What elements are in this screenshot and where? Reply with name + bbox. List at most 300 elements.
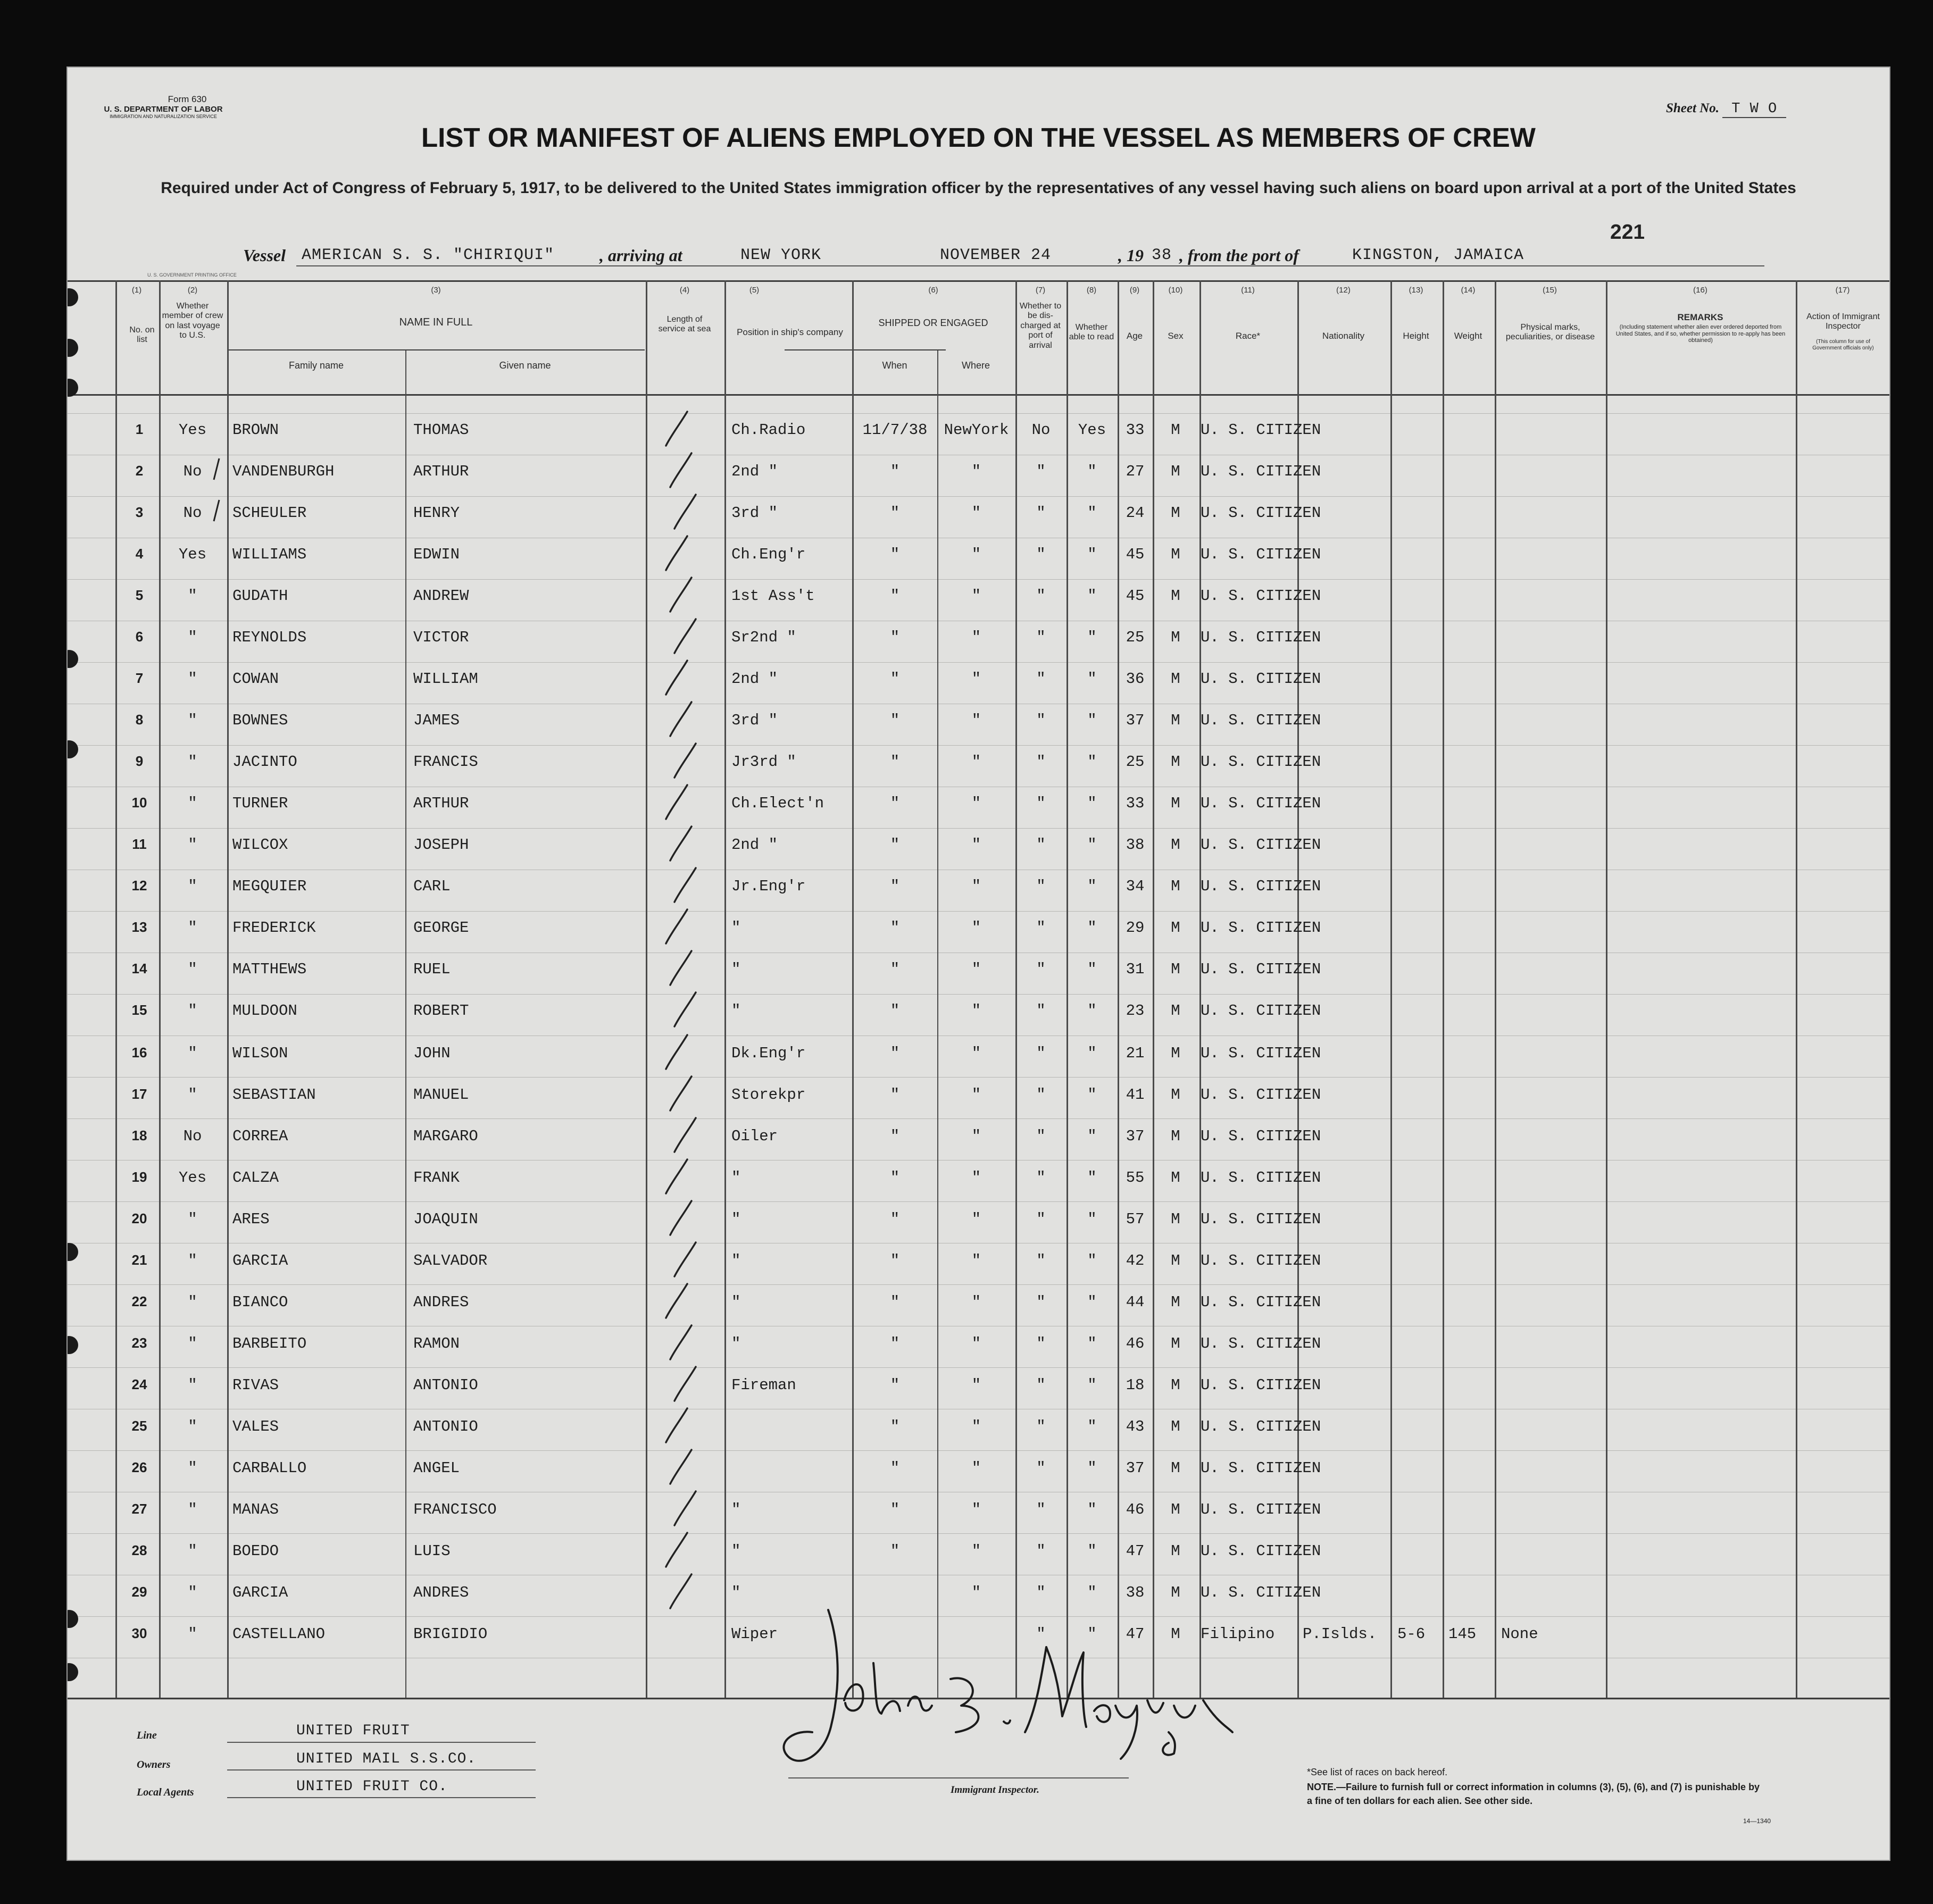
cell-where: "	[971, 463, 981, 480]
cell-where: "	[971, 878, 981, 895]
cell-family: TURNER	[232, 795, 288, 812]
cell-given: ANDRES	[413, 1293, 469, 1311]
cell-given: MANUEL	[413, 1086, 469, 1104]
col17-num: (17)	[1835, 286, 1850, 295]
cell-position: "	[731, 1335, 741, 1352]
cell-sex: M	[1171, 629, 1180, 646]
cell-where: "	[971, 836, 981, 854]
service-slash-mark	[670, 1325, 691, 1359]
cell-where: "	[971, 1045, 981, 1062]
cell-read: "	[1087, 1542, 1097, 1560]
cell-position: Sr2nd "	[731, 629, 796, 646]
cell-family: GUDATH	[232, 587, 288, 605]
col17-header: Action of Immigrant Inspector	[1806, 312, 1880, 331]
cell-crew: "	[188, 587, 197, 605]
cell-read: "	[1087, 1045, 1097, 1062]
cell-family: CORREA	[232, 1128, 288, 1145]
cell-race: U. S. CITIZEN	[1201, 1002, 1321, 1020]
cell-given: CARL	[413, 878, 451, 895]
cell-age: 29	[1126, 919, 1145, 937]
cell-disch: "	[1036, 795, 1046, 812]
col16-note: (Including statement whether alien ever ordered deported from United States, and if so, whether permission to re-apply has been obtained)	[1615, 324, 1786, 344]
cell-no: 12	[131, 878, 147, 893]
column-rule	[405, 350, 406, 1698]
column-rule	[1153, 280, 1154, 1698]
cell-when: "	[890, 1086, 900, 1104]
cell-where: "	[971, 1501, 981, 1518]
cell-crew: "	[188, 1086, 197, 1104]
cell-race: U. S. CITIZEN	[1201, 712, 1321, 729]
cell-when: "	[890, 1210, 900, 1228]
service-slash-mark	[666, 412, 687, 446]
row-rule	[68, 413, 1889, 414]
cell-race: U. S. CITIZEN	[1201, 1584, 1321, 1601]
cell-sex: M	[1171, 1625, 1180, 1643]
cell-age: 57	[1126, 1210, 1145, 1228]
cell-sex: M	[1171, 878, 1180, 895]
cell-given: ANTONIO	[413, 1376, 478, 1394]
owners-value: UNITED MAIL S.S.CO.	[296, 1751, 477, 1767]
cell-no: 1	[135, 421, 144, 437]
cell-no: 19	[131, 1169, 147, 1185]
cell-age: 44	[1126, 1293, 1145, 1311]
cell-race: U. S. CITIZEN	[1201, 1169, 1321, 1187]
arrival-port: NEW YORK	[740, 246, 822, 264]
page-title: LIST OR MANIFEST OF ALIENS EMPLOYED ON THE VESSEL AS MEMBERS OF CREW	[421, 122, 1536, 153]
cell-race: U. S. CITIZEN	[1201, 421, 1321, 439]
col11-header: Race*	[1235, 331, 1261, 341]
family-name-header: Family name	[288, 360, 344, 371]
cell-given: LUIS	[413, 1542, 451, 1560]
cell-position: Jr.Eng'r	[731, 878, 806, 895]
cell-age: 45	[1126, 546, 1145, 563]
cell-family: MULDOON	[232, 1002, 297, 1020]
cell-when: "	[890, 1459, 900, 1477]
col9-header: Age	[1126, 331, 1143, 341]
cell-no: 17	[131, 1086, 147, 1102]
column-rule	[1606, 280, 1607, 1698]
cell-sex: M	[1171, 587, 1180, 605]
col15-num: (15)	[1543, 286, 1557, 295]
cell-no: 5	[135, 587, 144, 603]
cell-sex: M	[1171, 1252, 1180, 1270]
cell-crew: "	[188, 1210, 197, 1228]
cell-family: MANAS	[232, 1501, 279, 1518]
col7-num: (7)	[1035, 286, 1046, 295]
column-rule	[724, 280, 726, 1698]
cell-race: U. S. CITIZEN	[1201, 1210, 1321, 1228]
col14-num: (14)	[1461, 286, 1476, 295]
service-slash-mark	[666, 1035, 687, 1069]
cell-disch: "	[1036, 1086, 1046, 1104]
column-rule	[1199, 280, 1201, 1698]
service-slash-mark	[666, 1159, 687, 1193]
row-rule	[68, 745, 1889, 746]
cell-family: JACINTO	[232, 753, 297, 771]
cell-disch: "	[1036, 836, 1046, 854]
cell-given: THOMAS	[413, 421, 469, 439]
page-number: 221	[1610, 221, 1645, 244]
arrival-date: NOVEMBER 24	[940, 246, 1052, 264]
service-slash-mark	[674, 992, 696, 1026]
cell-no: 16	[131, 1045, 147, 1060]
cell-disch: "	[1036, 463, 1046, 480]
cell-where: "	[971, 961, 981, 978]
cell-no: 30	[131, 1625, 147, 1641]
cell-read: "	[1087, 961, 1097, 978]
cell-where: "	[971, 712, 981, 729]
penalty-note: NOTE.—Failure to furnish full or correct information in columns (3), (5), (6), and (7) is punishable by a fine of ten dollars for each alien. See other side.	[1307, 1782, 1760, 1806]
cell-no: 25	[131, 1418, 147, 1434]
cell-given: BRIGIDIO	[413, 1625, 488, 1643]
cell-no: 10	[131, 795, 147, 811]
cell-crew: "	[188, 712, 197, 729]
race-note: *See list of races on back hereof.	[1307, 1767, 1448, 1777]
cell-race: U. S. CITIZEN	[1201, 1501, 1321, 1518]
cell-disch: "	[1036, 546, 1046, 563]
cell-when: "	[890, 919, 900, 937]
cell-position: Oiler	[731, 1128, 778, 1145]
cell-crew: Yes	[178, 1169, 207, 1187]
cell-given: FRANCISCO	[413, 1501, 497, 1518]
cell-race: U. S. CITIZEN	[1201, 878, 1321, 895]
col2-header: Whether member of crew on last voyage to U.S.	[162, 302, 223, 340]
cell-when: "	[890, 961, 900, 978]
subtitle: Required under Act of Congress of February 5, 1917, to be delivered to the United States immigration officer by the representatives of any vessel having such aliens on board upon arrival at a port of the United States	[161, 179, 1796, 197]
col6-num: (6)	[928, 286, 938, 295]
cell-given: RUEL	[413, 961, 451, 978]
service-slash-mark	[670, 1574, 691, 1608]
inspector-underline	[788, 1777, 1129, 1778]
column-rule	[1015, 280, 1017, 1698]
cell-given: JOAQUIN	[413, 1210, 478, 1228]
cell-age: 18	[1126, 1376, 1145, 1394]
cell-read: "	[1087, 463, 1097, 480]
cell-position: Storekpr	[731, 1086, 806, 1104]
cell-family: MEGQUIER	[232, 878, 307, 895]
cell-when: "	[890, 1542, 900, 1560]
service-slash-mark	[670, 578, 691, 612]
cell-where: "	[971, 1376, 981, 1394]
col2-num: (2)	[187, 286, 198, 295]
cell-when: "	[890, 1045, 900, 1062]
cell-given: VICTOR	[413, 629, 469, 646]
cell-race: U. S. CITIZEN	[1201, 1252, 1321, 1270]
cell-when: "	[890, 546, 900, 563]
cell-crew: "	[188, 1002, 197, 1020]
cell-disch: "	[1036, 1002, 1046, 1020]
col1-header: No. on list	[129, 325, 155, 345]
cell-race: U. S. CITIZEN	[1201, 1086, 1321, 1104]
service-slash-mark	[670, 702, 691, 736]
cell-position: 3rd "	[731, 712, 778, 729]
cell-race: U. S. CITIZEN	[1201, 1293, 1321, 1311]
agents-value: UNITED FRUIT CO.	[296, 1778, 448, 1795]
cell-read: "	[1087, 836, 1097, 854]
cell-disch: "	[1036, 1625, 1046, 1643]
cell-crew: "	[188, 1584, 197, 1601]
service-slash-mark	[666, 1533, 687, 1567]
cell-crew: "	[188, 670, 197, 688]
cell-position: "	[731, 1002, 741, 1020]
col7-header: Whether to be dis-charged at port of arrival	[1019, 302, 1062, 350]
cell-crew: "	[188, 1459, 197, 1477]
cell-position: 2nd "	[731, 463, 778, 480]
year-prefix: , 19	[1118, 246, 1144, 265]
cell-age: 33	[1126, 421, 1145, 439]
cell-family: MATTHEWS	[232, 961, 307, 978]
cell-disch: "	[1036, 504, 1046, 522]
cell-where: "	[971, 587, 981, 605]
arriving-label: , arriving at	[599, 246, 682, 265]
cell-sex: M	[1171, 712, 1180, 729]
column-rule	[159, 280, 161, 1698]
sheet-number: T W O	[1722, 101, 1786, 118]
cell-when: "	[890, 1169, 900, 1187]
cell-where: "	[971, 546, 981, 563]
cell-read: "	[1087, 753, 1097, 771]
given-name-header: Given name	[499, 360, 551, 371]
when-header: When	[882, 360, 907, 371]
cell-age: 41	[1126, 1086, 1145, 1104]
cell-disch: "	[1036, 629, 1046, 646]
cell-crew: "	[188, 795, 197, 812]
cell-position: "	[731, 1210, 741, 1228]
cell-sex: M	[1171, 1045, 1180, 1062]
cell-given: MARGARO	[413, 1128, 478, 1145]
cell-no: 21	[131, 1252, 147, 1268]
col16-num: (16)	[1693, 286, 1707, 295]
cell-no: 26	[131, 1459, 147, 1475]
agents-label: Local Agents	[137, 1786, 194, 1798]
cell-read: "	[1087, 629, 1097, 646]
cell-sex: M	[1171, 1169, 1180, 1187]
cell-family: CASTELLANO	[232, 1625, 326, 1643]
binder-hole	[66, 650, 78, 668]
column-rule	[1495, 280, 1496, 1698]
cell-where: "	[971, 1169, 981, 1187]
cell-sex: M	[1171, 1086, 1180, 1104]
form-info	[99, 94, 227, 119]
cell-given: FRANCIS	[413, 753, 478, 771]
cell-family: VALES	[232, 1418, 279, 1435]
cell-no: 27	[131, 1501, 147, 1517]
cell-age: 34	[1126, 878, 1145, 895]
cell-race: U. S. CITIZEN	[1201, 587, 1321, 605]
table-top-border	[68, 280, 1889, 282]
service-slash-mark	[674, 495, 696, 529]
col9-num: (9)	[1129, 286, 1140, 295]
owners-label: Owners	[137, 1759, 171, 1771]
cell-position: 3rd "	[731, 504, 778, 522]
cell-age: 55	[1126, 1169, 1145, 1187]
cell-position: Dk.Eng'r	[731, 1045, 806, 1062]
cell-no: 7	[135, 670, 144, 686]
cell-position: "	[731, 1252, 741, 1270]
cell-where: "	[971, 1210, 981, 1228]
cell-crew: "	[188, 1542, 197, 1560]
cell-where: "	[971, 1584, 981, 1601]
cell-where: "	[971, 1293, 981, 1311]
inspector-label: Immigrant Inspector.	[951, 1784, 1039, 1796]
cell-family: REYNOLDS	[232, 629, 307, 646]
cell-family: BROWN	[232, 421, 279, 439]
row-rule	[68, 1533, 1889, 1534]
table-header-bottom-border	[68, 394, 1889, 396]
cell-crew: "	[188, 629, 197, 646]
service-slash-mark	[674, 868, 696, 902]
binder-hole	[66, 1336, 78, 1354]
cell-given: HENRY	[413, 504, 460, 522]
row-rule	[68, 911, 1889, 912]
cell-no: 2	[135, 463, 144, 479]
cell-sex: M	[1171, 504, 1180, 522]
arrival-year: 38	[1152, 246, 1172, 264]
form-number: Form 630	[168, 94, 207, 104]
col8-num: (8)	[1086, 286, 1097, 295]
service-slash-mark	[674, 1242, 696, 1276]
cell-crew: "	[188, 1293, 197, 1311]
cell-age: 38	[1126, 836, 1145, 854]
cell-sex: M	[1171, 1584, 1180, 1601]
line-label: Line	[137, 1730, 157, 1741]
service-slash-mark	[666, 1408, 687, 1442]
cell-age: 46	[1126, 1335, 1145, 1352]
cell-given: ANDREW	[413, 587, 469, 605]
col3-num: (3)	[431, 286, 441, 295]
where-header: Where	[961, 360, 990, 371]
cell-race: U. S. CITIZEN	[1201, 836, 1321, 854]
cell-crew: "	[188, 1335, 197, 1352]
cell-no: 23	[131, 1335, 147, 1351]
cell-given: FRANK	[413, 1169, 460, 1187]
cell-age: 37	[1126, 1459, 1145, 1477]
binder-hole	[66, 1610, 78, 1628]
cell-read: "	[1087, 1128, 1097, 1145]
row-rule	[68, 662, 1889, 663]
cell-when: "	[890, 878, 900, 895]
cell-where: "	[971, 670, 981, 688]
row-rule	[68, 1035, 1889, 1036]
cell-disch: "	[1036, 1335, 1046, 1352]
binder-hole	[66, 288, 78, 306]
cell-disch: No	[1031, 421, 1051, 439]
cell-read: "	[1087, 546, 1097, 563]
cell-race: Filipino	[1201, 1625, 1275, 1643]
cell-race: U. S. CITIZEN	[1201, 1542, 1321, 1560]
cell-no: 28	[131, 1542, 147, 1558]
cell-crew: Yes	[178, 546, 207, 563]
column-rule	[852, 280, 854, 1698]
cell-position: 1st Ass't	[731, 587, 815, 605]
cell-sex: M	[1171, 1002, 1180, 1020]
cell-when: "	[890, 1335, 900, 1352]
from-port: KINGSTON, JAMAICA	[1352, 246, 1524, 264]
cell-where: "	[971, 629, 981, 646]
col10-header: Sex	[1168, 331, 1184, 341]
service-slash-mark	[666, 536, 687, 570]
cell-given: JAMES	[413, 712, 460, 729]
manifest-sheet	[66, 66, 1890, 1861]
cell-sex: M	[1171, 836, 1180, 854]
service-slash-mark	[674, 619, 696, 653]
cell-sex: M	[1171, 1293, 1180, 1311]
cell-given: ROBERT	[413, 1002, 469, 1020]
cell-when: "	[890, 1418, 900, 1435]
cell-crew: "	[188, 1418, 197, 1435]
cell-age: 25	[1126, 629, 1145, 646]
col5-header: Position in ship's company	[737, 327, 843, 337]
col12-header: Nationality	[1322, 331, 1365, 341]
cell-disch: "	[1036, 961, 1046, 978]
cell-age: 24	[1126, 504, 1145, 522]
col16-header: REMARKS	[1677, 312, 1723, 322]
cell-age: 25	[1126, 753, 1145, 771]
col13-num: (13)	[1409, 286, 1423, 295]
cell-family: BOWNES	[232, 712, 288, 729]
cell-sex: M	[1171, 1128, 1180, 1145]
cell-weight: 145	[1448, 1625, 1477, 1643]
cell-family: WILSON	[232, 1045, 288, 1062]
cell-family: WILCOX	[232, 836, 288, 854]
cell-disch: "	[1036, 1169, 1046, 1187]
cell-read: "	[1087, 1501, 1097, 1518]
cell-sex: M	[1171, 1418, 1180, 1435]
cell-family: WILLIAMS	[232, 546, 307, 563]
cell-given: JOHN	[413, 1045, 451, 1062]
service-slash-mark	[666, 1284, 687, 1318]
cell-crew: "	[188, 919, 197, 937]
cell-disch: "	[1036, 1376, 1046, 1394]
cell-family: CALZA	[232, 1169, 279, 1187]
service-slash-mark	[670, 826, 691, 861]
service-slash-mark	[674, 744, 696, 778]
column-rule	[646, 280, 647, 1698]
cell-age: 21	[1126, 1045, 1145, 1062]
column-rule	[115, 280, 117, 1698]
row-rule	[68, 496, 1889, 497]
col5-num: (5)	[749, 286, 760, 295]
cell-family: BARBEITO	[232, 1335, 307, 1352]
cell-disch: "	[1036, 878, 1046, 895]
cell-read: "	[1087, 587, 1097, 605]
cell-read: "	[1087, 1459, 1097, 1477]
cell-read: "	[1087, 1418, 1097, 1435]
cell-given: ANDRES	[413, 1584, 469, 1601]
cell-sex: M	[1171, 1335, 1180, 1352]
cell-sex: M	[1171, 1210, 1180, 1228]
cell-age: 37	[1126, 712, 1145, 729]
cell-given: ARTHUR	[413, 795, 469, 812]
cell-position: 2nd "	[731, 670, 778, 688]
cell-position: "	[731, 961, 741, 978]
cell-race: U. S. CITIZEN	[1201, 1335, 1321, 1352]
cell-age: 23	[1126, 1002, 1145, 1020]
cell-disch: "	[1036, 1584, 1046, 1601]
sheet-label: Sheet No.	[1666, 101, 1719, 115]
column-rule	[1796, 280, 1797, 1698]
row-rule	[68, 1450, 1889, 1451]
cell-crew: No	[183, 504, 202, 522]
cell-read: "	[1087, 795, 1097, 812]
col13-header: Height	[1403, 331, 1429, 341]
cell-sex: M	[1171, 1376, 1180, 1394]
cell-where: "	[971, 504, 981, 522]
cell-no: 11	[132, 836, 147, 852]
cell-position: "	[731, 1542, 741, 1560]
cell-no: 13	[131, 919, 147, 935]
cell-race: U. S. CITIZEN	[1201, 463, 1321, 480]
